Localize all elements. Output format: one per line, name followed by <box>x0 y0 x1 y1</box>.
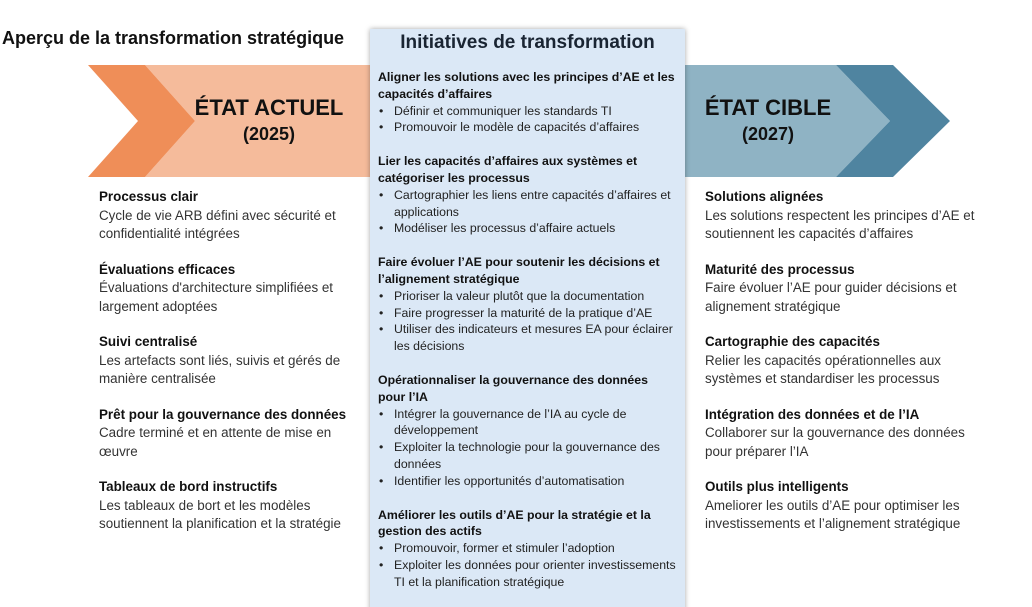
item-description: Les artefacts sont liés, suivis et gérés de manière centralisée <box>99 352 341 386</box>
initiative-bullet: • Exploiter les données pour orienter investissements TI et la planification stratégique <box>378 557 678 591</box>
item-title: Outils plus intelligents <box>705 479 849 494</box>
current-state-item <box>99 188 361 244</box>
target-state-year: (2027) <box>741 124 795 144</box>
initiatives-list <box>378 69 678 607</box>
target-state-item <box>705 188 977 244</box>
current-state-year: (2025) <box>242 124 296 144</box>
item-description: Les tableaux de bort et les modèles soutiennent la planification et la stratégie <box>99 497 341 531</box>
item-description: Collaborer sur la gouvernance des données pour préparer l’IA <box>705 425 965 459</box>
initiative-bullet: • Promouvoir le modèle de capacités d’affaires <box>378 119 678 136</box>
initiative-group <box>378 372 678 490</box>
item-title: Cartographie des capacités <box>705 334 880 349</box>
initiative-group <box>378 507 678 591</box>
initiative-bullets <box>378 406 678 490</box>
current-state-item <box>99 478 361 534</box>
item-description: Ameliorer les outils d’AE pour optimiser les investissements et l’alignement stratégique <box>705 497 961 531</box>
current-state-list <box>99 188 361 551</box>
item-title: Intégration des données et de l’IA <box>705 406 920 422</box>
initiative-title: Opérationnaliser la gouvernance des données pour l’IA <box>378 372 648 404</box>
target-state-item <box>705 261 977 317</box>
initiative-bullets <box>378 187 678 237</box>
target-state-item <box>705 478 977 534</box>
page-title: Aperçu de la transformation stratégique <box>2 28 345 48</box>
target-state-item <box>705 333 977 389</box>
initiative-group <box>378 254 678 355</box>
current-state-item <box>99 261 361 317</box>
initiative-title: Faire évoluer l’AE pour soutenir les décisions et l’alignement stratégique <box>378 255 660 286</box>
initiative-bullet: • Exploiter la technologie pour la gouvernance des données <box>378 439 678 473</box>
initiative-title: Lier les capacités d’affaires aux systèmes et catégoriser les processus <box>378 154 638 185</box>
initiatives-title: Initiatives de transformation <box>400 32 655 53</box>
item-title: Solutions alignées <box>705 189 824 204</box>
initiative-bullet: • Prioriser la valeur plutôt que la documentation <box>378 288 678 305</box>
initiative-bullet: • Identifier les opportunités d’automatisation <box>378 473 678 490</box>
item-title: Évaluations efficaces <box>99 261 236 277</box>
target-state-item <box>705 406 977 462</box>
initiative-bullet: • Utiliser des indicateurs et mesures EA pour éclairer les décisions <box>378 321 678 355</box>
initiative-bullet: • Intégrer la gouvernance de l’IA au cycle de développement <box>378 406 678 440</box>
initiative-title: Aligner les solutions avec les principes d’AE et les capacités d’affaires <box>378 70 675 101</box>
initiative-bullets <box>378 288 678 355</box>
initiative-group <box>378 69 678 136</box>
initiative-bullet: • Faire progresser la maturité de la pratique d’AE <box>378 305 678 322</box>
initiative-group <box>378 153 678 237</box>
item-title: Tableaux de bord instructifs <box>99 479 278 494</box>
initiative-bullets <box>378 540 678 590</box>
target-state-title: ÉTAT CIBLE <box>704 95 832 120</box>
item-title: Prêt pour la gouvernance des données <box>99 406 347 422</box>
initiative-bullets <box>378 103 678 137</box>
item-title: Maturité des processus <box>705 261 855 277</box>
initiatives-panel <box>370 29 685 607</box>
item-description: Cycle de vie ARB défini avec sécurité et confidentialité intégrées <box>99 207 336 241</box>
item-title: Processus clair <box>99 189 199 204</box>
item-description: Relier les capacités opérationnelles aux systèmes et standardiser les processus <box>705 352 941 386</box>
item-description: Cadre terminé et en attente de mise en œuvre <box>99 425 332 459</box>
item-description: Évaluations d'architecture simplifiées et largement adoptées <box>99 280 334 314</box>
item-description: Les solutions respectent les principes d’AE et soutiennent les capacités d’affaires <box>705 207 975 241</box>
target-state-header <box>700 94 836 146</box>
item-title: Suivi centralisé <box>99 334 198 349</box>
current-state-title: ÉTAT ACTUEL <box>194 95 344 120</box>
target-state-list <box>705 188 977 551</box>
current-state-item <box>99 406 361 462</box>
initiative-bullet: • Promouvoir, former et stimuler l’adoption <box>378 540 678 557</box>
current-state-item <box>99 333 361 389</box>
initiative-title: Améliorer les outils d’AE pour la stratégie et la gestion des actifs <box>378 507 651 539</box>
current-state-header <box>190 94 348 146</box>
item-description: Faire évoluer l’AE pour guider décisions et alignement stratégique <box>705 280 957 314</box>
initiative-bullet: • Définir et communiquer les standards TI <box>378 103 678 120</box>
initiative-bullet: • Cartographier les liens entre capacités d’affaires et applications <box>378 187 678 221</box>
initiative-bullet: • Modéliser les processus d’affaire actuels <box>378 220 678 237</box>
